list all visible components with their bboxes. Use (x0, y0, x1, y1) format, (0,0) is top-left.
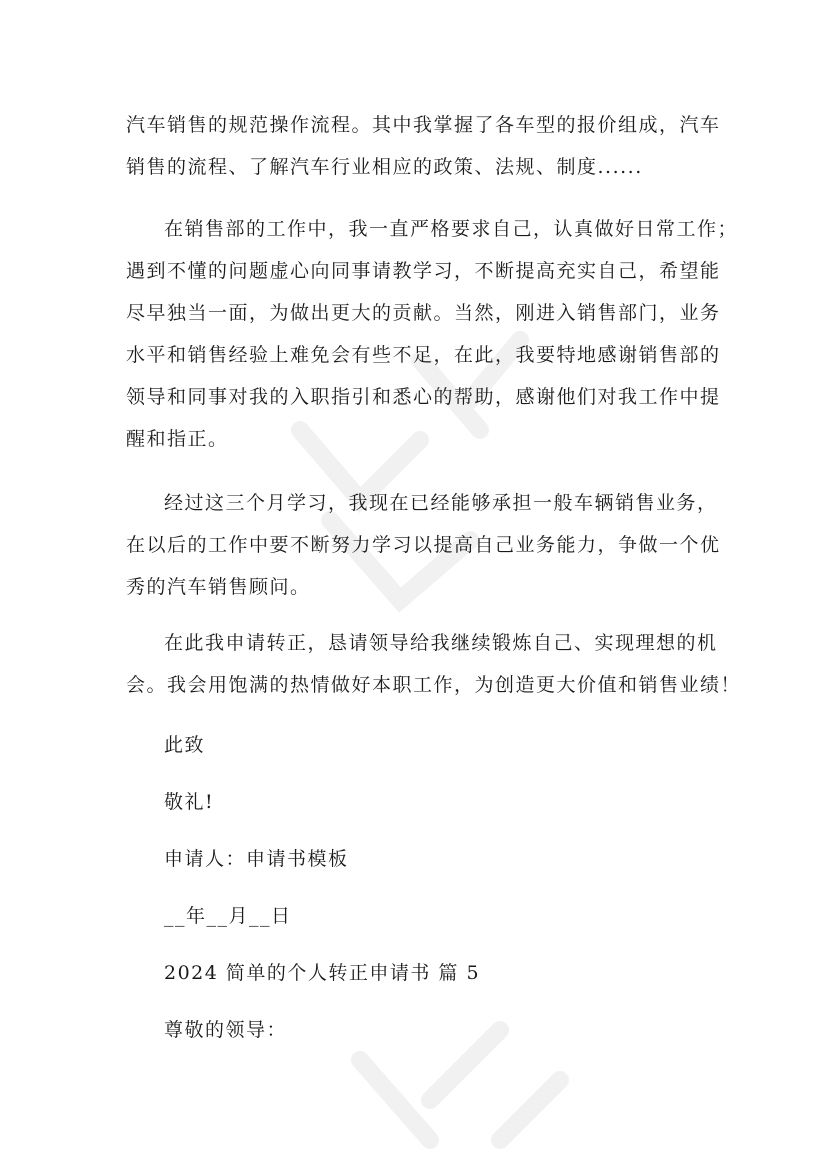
closing-text: 此致 (164, 734, 206, 756)
paragraph-2-line-5: 领导和同事对我的入职指引和悉心的帮助，感谢他们对我工作中提 (126, 386, 721, 408)
paragraph-4-line-2: 会。我会用饱满的热情做好本职工作，为创造更大价值和销售业绩！ (126, 674, 742, 696)
paragraph-2-line-1: 在销售部的工作中，我一直严格要求自己，认真做好日常工作； (164, 218, 739, 240)
paragraph-3 (126, 482, 721, 608)
paragraph-2-line-3: 尽早独当一面，为做出更大的贡献。当然，刚进入销售部门，业务 (126, 302, 721, 324)
paragraph-1-line-2: 销售的流程、了解汽车行业相应的政策、法规、制度...... (126, 156, 643, 178)
paragraph-3-line-3: 秀的汽车销售顾问。 (126, 576, 311, 598)
paragraph-1-line-1: 汽车销售的规范操作流程。其中我掌握了各车型的报价组成，汽车 (126, 114, 721, 136)
date-line: __年__月__日 (164, 905, 292, 927)
paragraph-2-line-6: 醒和指正。 (126, 428, 229, 450)
paragraph-4 (126, 622, 742, 706)
paragraph-2-line-2: 遇到不懂的问题虚心向同事请教学习，不断提高充实自己，希望能 (126, 260, 721, 282)
applicant-line: 申请人：申请书模板 (164, 848, 349, 870)
paragraph-1 (126, 104, 721, 188)
section-title: 2024 简单的个人转正申请书 篇 5 (164, 962, 481, 984)
paragraph-2 (126, 208, 739, 460)
paragraph-3-line-1: 经过这三个月学习，我现在已经能够承担一般车辆销售业务， (164, 492, 718, 514)
greeting-line: 尊敬的领导： (164, 1019, 288, 1041)
paragraph-4-line-1: 在此我申请转正，恳请领导给我继续锻炼自己、实现理想的机 (164, 632, 718, 654)
paragraph-3-line-2: 在以后的工作中要不断努力学习以提高自己业务能力，争做一个优 (126, 534, 721, 556)
salute-text: 敬礼! (164, 791, 215, 813)
paragraph-2-line-4: 水平和销售经验上难免会有些不足，在此，我要特地感谢销售部的 (126, 344, 721, 366)
